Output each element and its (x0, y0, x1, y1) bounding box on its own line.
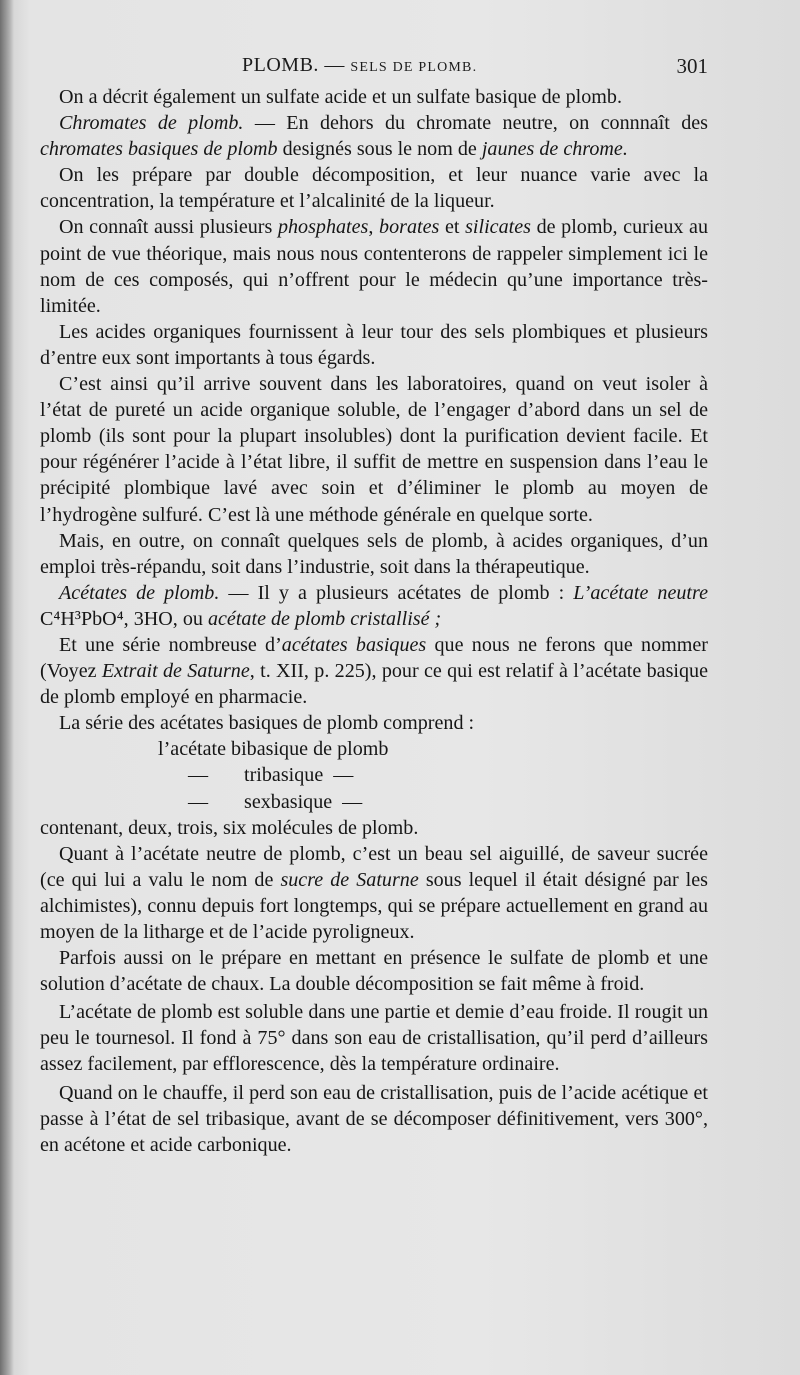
list-item-label: l’acétate bibasique de plomb (158, 738, 389, 761)
header-title-main: PLOMB. — (242, 54, 351, 76)
paragraph-phosphates (40, 214, 708, 318)
text-run: Et une série nombreuse d’ (59, 633, 282, 656)
list-item (40, 762, 708, 788)
header-title (242, 54, 477, 77)
term-phosphates: phosphates (277, 216, 369, 239)
text-run: , t. XII, p. 225), pour ce qui est relatif à l’acétate basique de plomb employé en pharmacie. (40, 660, 708, 709)
term-acetate-cristallise: acétate de plomb cristallisé ; (207, 607, 442, 630)
ditto-dash: — (188, 764, 209, 787)
paragraph-parfois: Parfois aussi on le prépare en mettant en présence le sulfate de plomb et une solution d’acétate de chaux. La double décomposition se fait même à froid. (40, 947, 708, 996)
term-sucre-de-saturne: sucre de Saturne (280, 868, 419, 891)
paragraph-serie: La série des acétates basiques de plomb comprend : (59, 712, 475, 735)
paragraph-laboratoires: C’est ainsi qu’il arrive souvent dans les laboratoires, quand on veut isoler à l’état de pureté un acide organique soluble, de l’engager d’abord dans un sel de plomb (ils sont pour la plupart insolubles) dont la purification devient facile. Et pour régénérer l’acide à l’état libre, il suffit de mettre en suspension dans l’eau le précipité plombique lavé avec soin et d’éliminer le plomb au moyen de l’hydrogène sulfuré. C’est là une méthode générale en quelque sorte. (40, 373, 708, 526)
term-jaunes-de-chrome: jaunes de chrome. (481, 138, 628, 161)
paragraph-sulfates: On a décrit également un sulfate acide et un sulfate basique de plomb. (59, 86, 622, 108)
term-borates: borates (379, 216, 440, 239)
term-chromates-basiques: chromates basiques de plomb (40, 138, 278, 161)
ditto-dash: — (342, 790, 363, 813)
chemical-formula: C⁴H³PbO⁴, 3HO, ou (40, 607, 208, 630)
section-title-chromates: Chromates de plomb. (59, 112, 244, 135)
ditto-dash: — (188, 790, 209, 813)
running-header (40, 52, 708, 84)
text-run: Quant à l’acétate neutre de plomb, c’est un beau sel aiguillé, de saveur sucrée (ce qui lui a valu le nom de (40, 842, 708, 891)
paragraph-emploi: Mais, en outre, on connaît quelques sels de plomb, à acides organiques, d’un emploi très-répandu, soit dans l’industrie, soit dans la thérapeutique. (40, 529, 708, 578)
term-acetates-basiques: acétates basiques (281, 633, 427, 656)
paragraph-soluble: L’acétate de plomb est soluble dans une partie et demie d’eau froide. Il rougit un peu le tournesol. Il fond à 75° dans son eau de cristallisation, qu’il perd d’ailleurs assez facilement, par efflorescence, dès la température ordinaire. (40, 1001, 708, 1076)
paragraph-contenant: contenant, deux, trois, six molécules de plomb. (40, 816, 419, 839)
text-run: designés sous le nom de (277, 138, 482, 161)
paragraph-acetates (40, 580, 708, 632)
term-extrait-de-saturne: Extrait de Saturne (101, 660, 250, 683)
list-item (40, 789, 708, 815)
list-item-label: sexbasique (244, 790, 333, 813)
text-run: de plomb, curieux au point de vue théorique, mais nous nous contenterons de rappeler simplement ici le nom de ces composés, qui n’offrent pour le médecin qu’une importance très-limitée. (40, 216, 708, 317)
text-run: — Il y a plusieurs acétates de plomb : (219, 581, 574, 604)
term-silicates: silicates (465, 216, 531, 239)
text-run: sous lequel il était désigné par les alchimistes), connu depuis fort longtemps, qui se prépare actuellement en grand au moyen de la litharge et de l’acide pyroligneux. (40, 868, 708, 943)
paragraph-serie-nombreuse (40, 632, 708, 710)
paragraph-preparation: On les prépare par double décomposition, et leur nuance varie avec la concentration, la température et l’alcalinité de la liqueur. (40, 164, 708, 213)
section-title-acetates: Acétates de plomb. (59, 581, 220, 604)
ditto-dash: — (333, 764, 354, 787)
paragraph-acides-organiques: Les acides organiques fournissent à leur tour des sels plombiques et plusieurs d’entre eux sont importants à tous égards. (40, 320, 708, 369)
text-run: que nous ne ferons que nommer (Voyez (40, 633, 708, 683)
text-run: — En dehors du chromate neutre, on connnaît des (243, 112, 708, 135)
list-item (40, 736, 708, 762)
paragraph-acetate-neutre (40, 841, 708, 945)
paragraph-chromates (40, 110, 708, 162)
paragraph-chauffe: Quand on le chauffe, il perd son eau de cristallisation, puis de l’acide acétique et passe à l’état de sel tribasique, avant de se décomposer définitivement, vers 300°, en acétone et acide carbonique. (40, 1081, 708, 1156)
book-spine-shadow (0, 0, 14, 1375)
text-run: et (439, 216, 466, 239)
acetate-list (40, 736, 708, 814)
term-acetate-neutre: L’acétate neutre (573, 581, 709, 604)
text-run: , (368, 216, 380, 239)
body-text (40, 84, 708, 1158)
page-number: 301 (676, 54, 708, 78)
header-title-sub: SELS DE PLOMB. (350, 60, 478, 75)
text-run: On connaît aussi plusieurs (59, 216, 278, 239)
list-item-label: tribasique (244, 764, 324, 787)
